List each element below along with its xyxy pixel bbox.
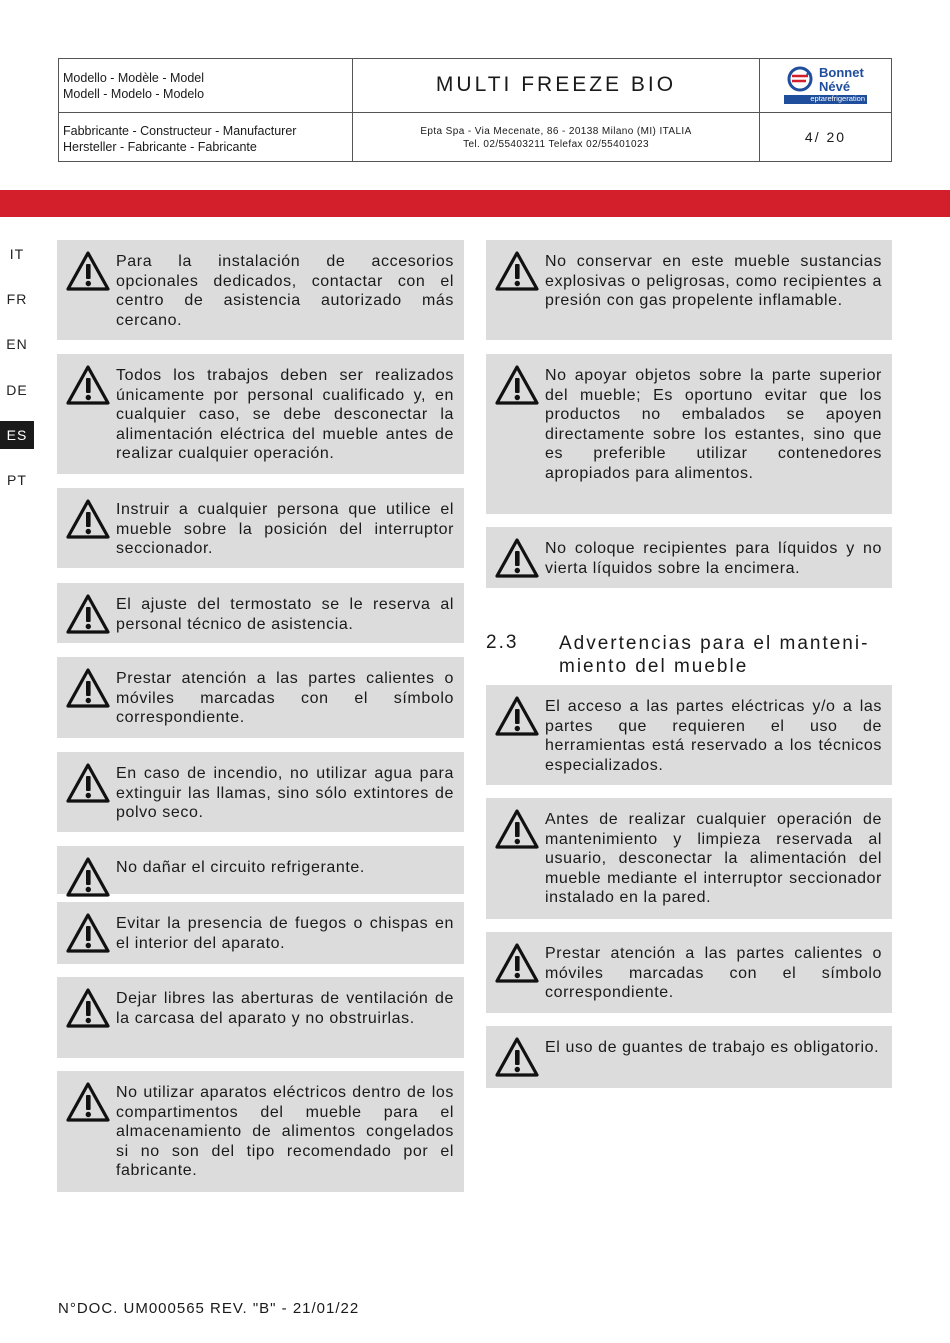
warning-text: Todos los trabajos deben ser realizados únicamente por personal cualificado y, en cualquier caso, se debe desconectar la alimentación eléctrica del mueble antes de realizar cualquier operación.	[116, 367, 454, 463]
document-number-footer: N°DOC. UM000565 REV. "B" - 21/01/22	[58, 1300, 360, 1317]
logo-sub: eptarefrigeration	[810, 94, 865, 103]
warning-text: No apoyar objetos sobre la parte superior del mueble; Es oportuno evitar que los productos no embalados se apoyen directamente sobre los estantes, sino que es preferible utilizar contenedores apropiados para alimentos.	[545, 367, 882, 482]
warning-text: El uso de guantes de trabajo es obligatorio.	[545, 1039, 880, 1056]
warning-box	[57, 1071, 464, 1192]
warning-triangle-icon	[495, 943, 539, 983]
logo-subbar	[784, 95, 867, 104]
language-tab-en[interactable]: EN	[6, 336, 28, 352]
warning-triangle-icon	[66, 913, 110, 953]
warning-box	[486, 798, 892, 919]
logo-line-1: Bonnet	[819, 65, 864, 80]
warning-triangle-icon	[66, 988, 110, 1028]
document-header	[58, 58, 892, 162]
warning-text: Instruir a cualquier persona que utilice el mueble sobre la posición del interruptor seccionador.	[116, 501, 454, 558]
warning-box	[57, 583, 464, 643]
warning-text: Prestar atención a las partes calientes o móviles marcadas con el símbolo correspondiente.	[545, 945, 882, 1002]
warning-text: El acceso a las partes eléctricas y/o a las partes que requieren el uso de herramientas está reservado a los técnicos especializados.	[545, 698, 882, 774]
warning-triangle-icon	[66, 251, 110, 291]
warning-box	[57, 846, 464, 894]
warning-box	[486, 240, 892, 340]
warning-text: El ajuste del termostato se le reserva al personal técnico de asistencia.	[116, 596, 454, 633]
warning-text: No coloque recipientes para líquidos y no vierta líquidos sobre la encimera.	[545, 540, 882, 577]
warning-text: No dañar el circuito refrigerante.	[116, 859, 365, 876]
manufacturer-label: Fabbricante - Constructeur - Manufacturer Hersteller - Fabricante - Fabricante	[63, 124, 297, 154]
warning-box	[57, 488, 464, 568]
warning-triangle-icon	[66, 499, 110, 539]
warning-box	[486, 685, 892, 785]
model-label: Modello - Modèle - Model Modell - Modelo - Modelo	[63, 71, 205, 101]
warning-text: Dejar libres las aberturas de ventilación de la carcasa del aparato y no obstruirlas.	[116, 990, 454, 1027]
warning-box	[57, 657, 464, 738]
warning-triangle-icon	[66, 668, 110, 708]
warning-text: Antes de realizar cualquier operación de mantenimiento y limpieza reservada al usuario, desconectar la alimentación del mueble mediante el interruptor seccionador instalado en la pared.	[545, 811, 882, 907]
red-header-band	[0, 190, 950, 217]
page-number: 4/ 20	[804, 129, 847, 145]
warning-box	[486, 932, 892, 1013]
warning-text: No utilizar aparatos eléctricos dentro de los compartimentos del mueble para el almacenamiento de alimentos congelados si no son del tipo recomendado por el fabricante.	[116, 1084, 454, 1180]
language-tab-fr[interactable]: FR	[6, 291, 28, 307]
product-title: MULTI FREEZE BIO	[435, 73, 677, 96]
warning-box	[486, 354, 892, 514]
warning-box	[486, 527, 892, 588]
warning-text: En caso de incendio, no utilizar agua para extinguir las llamas, sino sólo extintores de polvo seco.	[116, 765, 454, 822]
warning-triangle-icon	[66, 763, 110, 803]
warning-box	[57, 977, 464, 1058]
section-title: Advertencias para el manteni-miento del mueble	[559, 633, 870, 677]
warning-triangle-icon	[495, 809, 539, 849]
warning-box	[57, 752, 464, 832]
warning-triangle-icon	[495, 538, 539, 578]
language-tab-pt[interactable]: PT	[7, 472, 27, 488]
warning-text: Evitar la presencia de fuegos o chispas en el interior del aparato.	[116, 915, 454, 952]
language-tab-it[interactable]: IT	[9, 246, 25, 262]
warning-text: No conservar en este mueble sustancias explosivas o peligrosas, como recipientes a presión con gas propelente inflamable.	[545, 253, 882, 310]
warning-triangle-icon	[66, 857, 110, 897]
warning-triangle-icon	[66, 365, 110, 405]
manufacturer-address: Epta Spa - Via Mecenate, 86 - 20138 Milano (MI) ITALIA Tel. 02/55403211 Telefax 02/55401023	[420, 126, 692, 150]
warning-triangle-icon	[495, 365, 539, 405]
warning-triangle-icon	[66, 1082, 110, 1122]
language-tab-de[interactable]: DE	[6, 382, 28, 398]
warning-triangle-icon	[66, 594, 110, 634]
warning-box	[57, 240, 464, 340]
warning-box	[57, 902, 464, 964]
logo-line-2: Névé	[819, 79, 851, 94]
warning-box	[486, 1026, 892, 1088]
warning-text: Prestar atención a las partes calientes o móviles marcadas con el símbolo correspondiente.	[116, 670, 454, 727]
language-tab-es[interactable]: ES	[0, 421, 34, 449]
section-number: 2.3	[486, 632, 519, 653]
warning-triangle-icon	[495, 251, 539, 291]
header-divider	[759, 59, 760, 161]
header-divider	[59, 112, 891, 113]
warning-text: Para la instalación de accesorios opcionales dedicados, contactar con el centro de asistencia autorizado más cercano.	[116, 253, 454, 329]
warning-triangle-icon	[495, 696, 539, 736]
warning-box	[57, 354, 464, 474]
warning-triangle-icon	[495, 1037, 539, 1077]
